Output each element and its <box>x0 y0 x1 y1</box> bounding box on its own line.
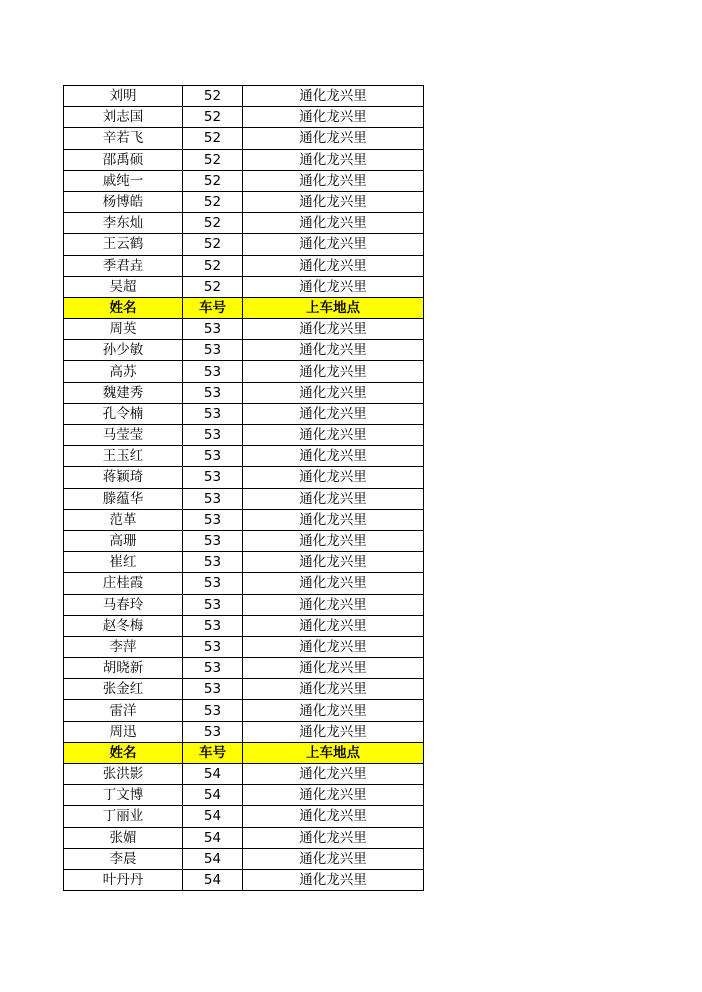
table-row <box>64 425 424 446</box>
name-cell: 范革 <box>64 509 183 530</box>
name-cell: 周英 <box>64 319 183 340</box>
pickup-location-cell: 通化龙兴里 <box>243 488 424 509</box>
car-number-cell: 54 <box>183 785 243 806</box>
name-cell: 刘明 <box>64 86 183 107</box>
car-number-cell: 53 <box>183 425 243 446</box>
name-cell: 滕蕴华 <box>64 488 183 509</box>
name-cell: 魏建秀 <box>64 382 183 403</box>
pickup-location-cell: 通化龙兴里 <box>243 721 424 742</box>
pickup-location-cell: 通化龙兴里 <box>243 806 424 827</box>
pickup-location-cell: 通化龙兴里 <box>243 319 424 340</box>
pickup-location-cell: 通化龙兴里 <box>243 573 424 594</box>
pickup-location-cell: 通化龙兴里 <box>243 403 424 424</box>
table-row <box>64 700 424 721</box>
name-cell: 戚纯一 <box>64 170 183 191</box>
pickup-location-cell: 通化龙兴里 <box>243 361 424 382</box>
car-number-cell: 52 <box>183 128 243 149</box>
name-cell: 孙少敏 <box>64 340 183 361</box>
table-row <box>64 530 424 551</box>
car-number-cell: 53 <box>183 488 243 509</box>
name-cell: 李晨 <box>64 848 183 869</box>
car-number-cell: 52 <box>183 234 243 255</box>
table-row <box>64 573 424 594</box>
name-cell: 张媚 <box>64 827 183 848</box>
car-number-cell: 52 <box>183 255 243 276</box>
table-row <box>64 403 424 424</box>
car-number-cell: 53 <box>183 361 243 382</box>
name-cell: 叶丹丹 <box>64 869 183 890</box>
car-number-cell: 53 <box>183 700 243 721</box>
pickup-location-cell: 通化龙兴里 <box>243 276 424 297</box>
car-number-cell: 53 <box>183 721 243 742</box>
table-row <box>64 785 424 806</box>
car-number-cell: 53 <box>183 615 243 636</box>
pickup-location-cell: 通化龙兴里 <box>243 86 424 107</box>
name-cell: 李东灿 <box>64 213 183 234</box>
car-number-cell: 52 <box>183 86 243 107</box>
pickup-location-cell: 通化龙兴里 <box>243 128 424 149</box>
car-number-cell: 52 <box>183 276 243 297</box>
name-cell: 赵冬梅 <box>64 615 183 636</box>
name-cell: 季君垚 <box>64 255 183 276</box>
table-row <box>64 128 424 149</box>
car-number-cell: 53 <box>183 403 243 424</box>
table-row <box>64 191 424 212</box>
table-row <box>64 509 424 530</box>
table-row <box>64 636 424 657</box>
pickup-location-cell: 通化龙兴里 <box>243 149 424 170</box>
name-cell: 张洪影 <box>64 764 183 785</box>
car-number-cell: 53 <box>183 467 243 488</box>
header-car-cell: 车号 <box>183 742 243 763</box>
pickup-location-cell: 通化龙兴里 <box>243 785 424 806</box>
table-row <box>64 213 424 234</box>
table-row <box>64 488 424 509</box>
car-number-cell: 53 <box>183 658 243 679</box>
pickup-location-cell: 通化龙兴里 <box>243 446 424 467</box>
car-number-cell: 52 <box>183 107 243 128</box>
pickup-location-cell: 通化龙兴里 <box>243 764 424 785</box>
pickup-location-cell: 通化龙兴里 <box>243 594 424 615</box>
pickup-location-cell: 通化龙兴里 <box>243 191 424 212</box>
header-name-cell: 姓名 <box>64 297 183 318</box>
header-place-cell: 上车地点 <box>243 297 424 318</box>
header-name-cell: 姓名 <box>64 742 183 763</box>
pickup-location-cell: 通化龙兴里 <box>243 234 424 255</box>
name-cell: 邵禹硕 <box>64 149 183 170</box>
pickup-location-cell: 通化龙兴里 <box>243 700 424 721</box>
table-row <box>64 552 424 573</box>
pickup-location-cell: 通化龙兴里 <box>243 636 424 657</box>
table-row <box>64 382 424 403</box>
pickup-location-cell: 通化龙兴里 <box>243 340 424 361</box>
name-cell: 庄桂霞 <box>64 573 183 594</box>
name-cell: 李萍 <box>64 636 183 657</box>
pickup-location-cell: 通化龙兴里 <box>243 509 424 530</box>
pickup-location-cell: 通化龙兴里 <box>243 530 424 551</box>
passenger-table <box>63 85 424 891</box>
table-row <box>64 806 424 827</box>
name-cell: 王云鹤 <box>64 234 183 255</box>
name-cell: 周迅 <box>64 721 183 742</box>
passenger-table-body <box>64 86 424 891</box>
name-cell: 蒋颖琦 <box>64 467 183 488</box>
car-number-cell: 54 <box>183 827 243 848</box>
name-cell: 胡晓新 <box>64 658 183 679</box>
car-number-cell: 52 <box>183 213 243 234</box>
car-number-cell: 54 <box>183 869 243 890</box>
table-row <box>64 615 424 636</box>
name-cell: 辛若飞 <box>64 128 183 149</box>
car-number-cell: 53 <box>183 319 243 340</box>
pickup-location-cell: 通化龙兴里 <box>243 658 424 679</box>
header-row <box>64 297 424 318</box>
name-cell: 高苏 <box>64 361 183 382</box>
header-row <box>64 742 424 763</box>
table-row <box>64 467 424 488</box>
pickup-location-cell: 通化龙兴里 <box>243 107 424 128</box>
table-row <box>64 594 424 615</box>
name-cell: 马莹莹 <box>64 425 183 446</box>
pickup-location-cell: 通化龙兴里 <box>243 170 424 191</box>
name-cell: 孔令楠 <box>64 403 183 424</box>
pickup-location-cell: 通化龙兴里 <box>243 213 424 234</box>
table-row <box>64 86 424 107</box>
car-number-cell: 53 <box>183 340 243 361</box>
pickup-location-cell: 通化龙兴里 <box>243 827 424 848</box>
table-row <box>64 361 424 382</box>
pickup-location-cell: 通化龙兴里 <box>243 467 424 488</box>
table-row <box>64 446 424 467</box>
name-cell: 马春玲 <box>64 594 183 615</box>
name-cell: 雷洋 <box>64 700 183 721</box>
pickup-location-cell: 通化龙兴里 <box>243 869 424 890</box>
name-cell: 崔红 <box>64 552 183 573</box>
name-cell: 丁丽业 <box>64 806 183 827</box>
car-number-cell: 53 <box>183 594 243 615</box>
pickup-location-cell: 通化龙兴里 <box>243 679 424 700</box>
name-cell: 高珊 <box>64 530 183 551</box>
table-row <box>64 721 424 742</box>
pickup-location-cell: 通化龙兴里 <box>243 425 424 446</box>
car-number-cell: 53 <box>183 509 243 530</box>
table-row <box>64 340 424 361</box>
name-cell: 杨博皓 <box>64 191 183 212</box>
pickup-location-cell: 通化龙兴里 <box>243 848 424 869</box>
car-number-cell: 53 <box>183 530 243 551</box>
car-number-cell: 53 <box>183 552 243 573</box>
car-number-cell: 54 <box>183 848 243 869</box>
header-place-cell: 上车地点 <box>243 742 424 763</box>
table-row <box>64 170 424 191</box>
car-number-cell: 53 <box>183 446 243 467</box>
car-number-cell: 52 <box>183 170 243 191</box>
table-row <box>64 679 424 700</box>
name-cell: 刘志国 <box>64 107 183 128</box>
car-number-cell: 53 <box>183 573 243 594</box>
pickup-location-cell: 通化龙兴里 <box>243 615 424 636</box>
name-cell: 王玉红 <box>64 446 183 467</box>
car-number-cell: 53 <box>183 679 243 700</box>
car-number-cell: 53 <box>183 636 243 657</box>
table-row <box>64 149 424 170</box>
car-number-cell: 54 <box>183 764 243 785</box>
table-row <box>64 869 424 890</box>
table-row <box>64 255 424 276</box>
pickup-location-cell: 通化龙兴里 <box>243 552 424 573</box>
car-number-cell: 52 <box>183 191 243 212</box>
header-car-cell: 车号 <box>183 297 243 318</box>
table-row <box>64 658 424 679</box>
table-row <box>64 234 424 255</box>
table-row <box>64 276 424 297</box>
pickup-location-cell: 通化龙兴里 <box>243 255 424 276</box>
table-row <box>64 107 424 128</box>
pickup-location-cell: 通化龙兴里 <box>243 382 424 403</box>
car-number-cell: 54 <box>183 806 243 827</box>
name-cell: 张金红 <box>64 679 183 700</box>
name-cell: 丁文博 <box>64 785 183 806</box>
table-row <box>64 827 424 848</box>
car-number-cell: 53 <box>183 382 243 403</box>
car-number-cell: 52 <box>183 149 243 170</box>
table-row <box>64 319 424 340</box>
name-cell: 吴超 <box>64 276 183 297</box>
table-row <box>64 848 424 869</box>
table-row <box>64 764 424 785</box>
